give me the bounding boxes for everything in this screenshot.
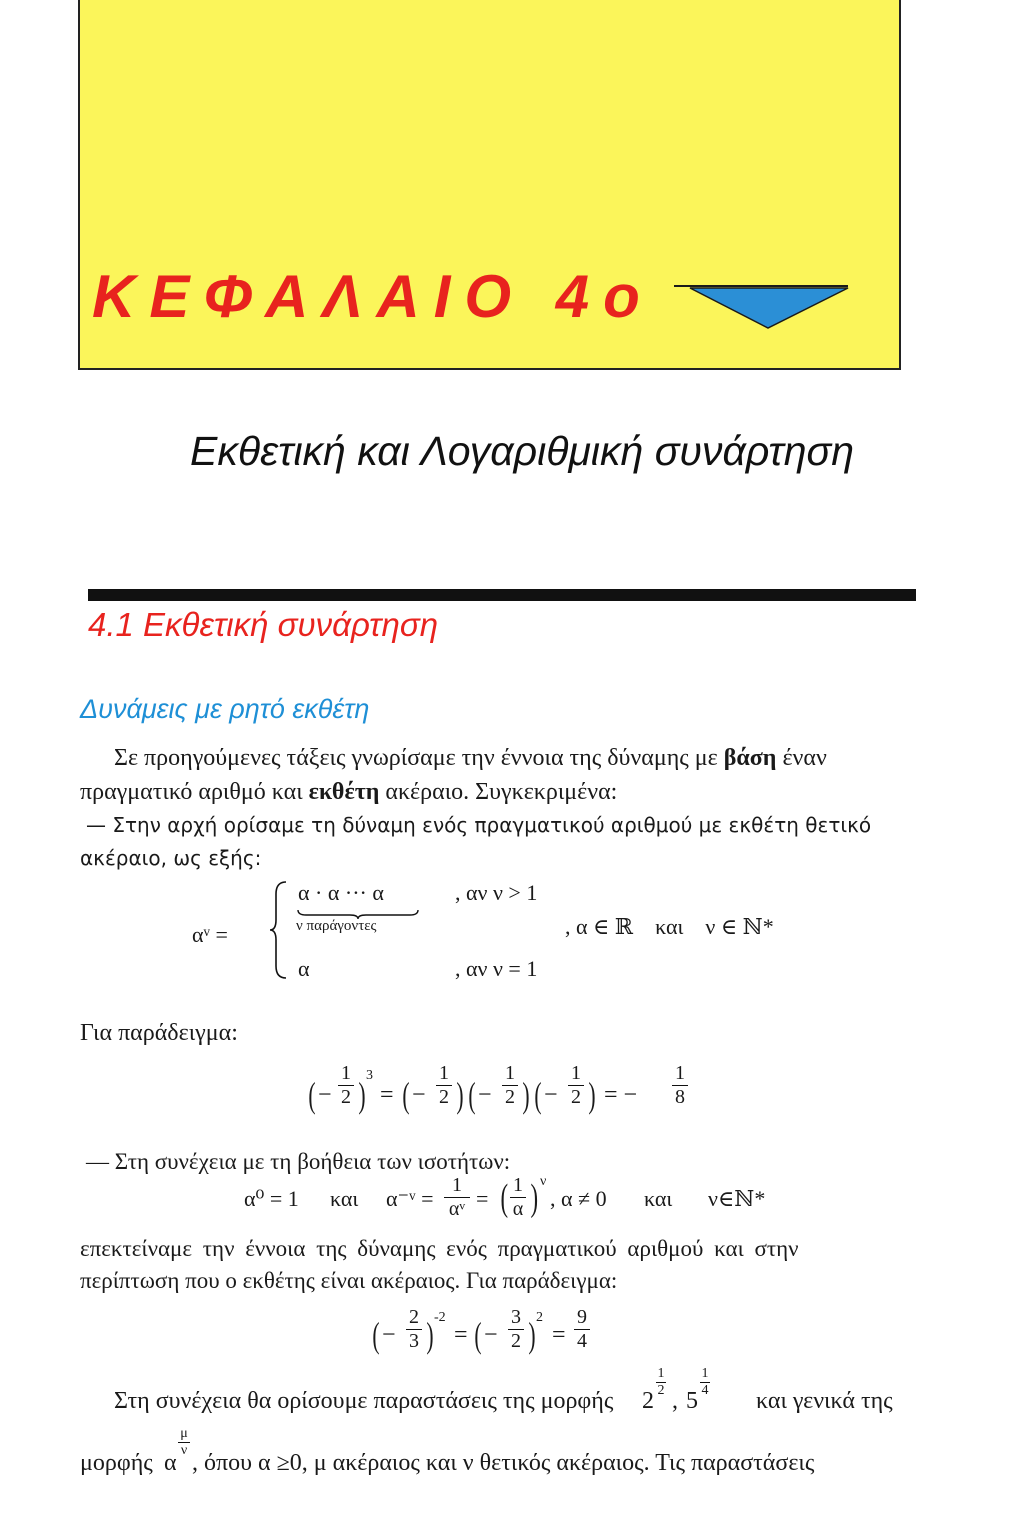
case2-condition: , αν ν = 1 <box>455 956 538 981</box>
definition-lhs: αᵛ = <box>192 922 228 947</box>
identities-equation: α⁰ = 1 και α⁻ᵛ = $\frac{1}{\text{αᵛ}}$ = ( $\frac{1}{\alpha}$ ) ν , α ≠ 0 και ν∈ℕ* <box>244 1174 766 1220</box>
example2-equation: ( − $\frac{2}{3}$ ) -2 = ( − $\frac{3}{2}$ ) 2 = $\frac{9}{4}$ <box>370 1306 650 1366</box>
chapter-label: ΚΕΦΑΛΑΙΟ 4ο <box>92 263 654 330</box>
continuation-line: — Στη συνέχεια με τη βοήθεια των ισοτήτων: <box>86 1149 511 1174</box>
case1-condition: , αν ν > 1 <box>455 880 538 905</box>
intro-line-1: Σε προηγούμενες τάξεις γνωρίσαμε την έννοια της δύναμης με βάση έναν <box>114 745 827 771</box>
closing-line-1: Στη συνέχεια θα ορίσουμε παραστάσεις της μορφής 2 $\frac{1}{2}$ , 5 $\frac{1}{4}$ και γενικά της <box>114 1366 893 1414</box>
extension-line-1: επεκτείναμε την έννοια της δύναμης ενός πραγματικού αριθμού και στην <box>80 1236 799 1261</box>
extension-line-2: περίπτωση που ο εκθέτης είναι ακέραιος. Για παράδειγμα: <box>80 1268 618 1293</box>
example1-equation: ( − $\frac{1}{2}$ ) 3 = ( − $\frac{1}{2}$ ) ( − $\frac{1}{2}$ ) ( − $\frac{1}{2}$ ) = − $\frac{1}{8}$ <box>306 1062 726 1132</box>
case1-underbrace-label: ν παράγοντες <box>296 918 377 934</box>
subsection-title: Δυνάμεις με ρητό εκθέτη <box>80 694 370 724</box>
section-title: 4.1 Εκθετική συνάρτηση <box>88 606 439 643</box>
intro-line-3: — Στην αρχή ορίσαμε τη δύναμη ενός πραγματικού αριθμού με εκθέτη θετικό <box>86 813 872 837</box>
left-brace <box>270 880 290 980</box>
closing-line-2: μορφής α $\frac{\mu}{\nu}$ , όπου α ≥0, μ ακέραιος και ν θετικός ακέραιος. Τις παραστάσεις <box>80 1426 815 1476</box>
definition-domain: , α ∈ ℝ και ν ∈ ℕ* <box>565 914 774 939</box>
intro-line-2: πραγματικό αριθμό και εκθέτη ακέραιο. Συγκεκριμένα: <box>80 779 618 805</box>
intro-line-4: ακέραιο, ως εξής: <box>80 846 262 870</box>
page-title: Εκθετική και Λογαριθμική συνάρτηση <box>190 428 855 474</box>
down-triangle-icon <box>672 282 852 332</box>
case1-expression: α · α ··· α <box>298 880 384 905</box>
section-rule <box>88 589 916 601</box>
case2-expression: α <box>298 956 310 981</box>
example-label: Για παράδειγμα: <box>80 1020 238 1046</box>
